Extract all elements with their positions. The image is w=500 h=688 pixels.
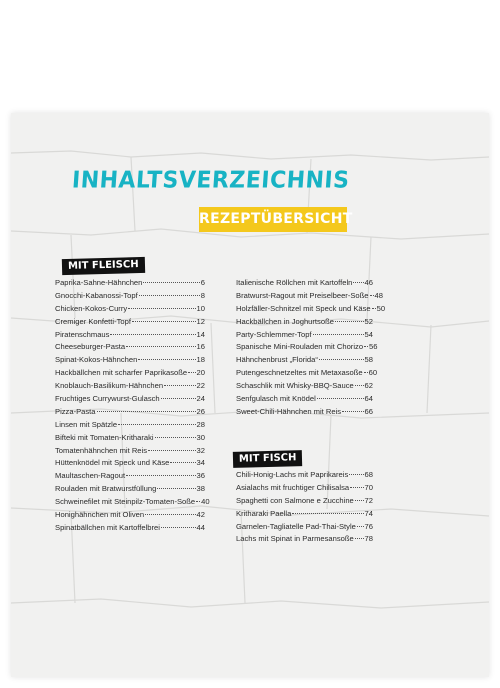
dot-leader — [138, 359, 195, 360]
toc-entry — [236, 469, 373, 482]
toc-entry-title: Knoblauch-Basilikum-Hähnchen — [55, 381, 164, 391]
toc-entry-page: 26 — [196, 406, 205, 416]
toc-entry-title: Hackbällchen mit scharfer Paprikasoße — [55, 368, 188, 378]
toc-entry — [55, 419, 205, 432]
dot-leader — [313, 334, 364, 335]
dot-leader — [317, 398, 364, 399]
toc-entry — [236, 354, 373, 367]
toc-entry-title: Garnelen-Tagliatelle Pad-Thai-Style — [236, 521, 356, 531]
toc-entry-page: 62 — [364, 381, 373, 391]
toc-entry-title: Bratwurst-Ragout mit Preiselbeer-Soße — [236, 290, 369, 300]
dot-leader — [349, 474, 363, 475]
toc-entry-page: 54 — [364, 329, 373, 339]
toc-entry-page: 20 — [196, 368, 205, 378]
dot-leader — [132, 321, 196, 322]
toc-entry-page: 24 — [196, 394, 205, 404]
toc-entry-page: 58 — [364, 355, 373, 365]
toc-entry-page: 46 — [364, 278, 373, 287]
toc-entry — [55, 470, 205, 483]
toc-entry-title: Hackbällchen in Joghurtsoße — [236, 316, 334, 326]
page-subtitle-banner: REZEPTÜBERSICHT — [199, 207, 347, 232]
toc-list-fleisch-right — [236, 277, 386, 419]
toc-entry-page: 6 — [200, 278, 205, 287]
toc-entry-page: 72 — [364, 495, 373, 505]
toc-entry-title: Bifteki mit Tomaten-Kritharaki — [55, 432, 154, 442]
toc-entry — [236, 508, 373, 521]
dot-leader — [355, 500, 364, 501]
toc-entry — [55, 354, 205, 367]
toc-entry — [236, 393, 373, 406]
dot-leader — [143, 282, 199, 283]
toc-entry-title: Rouladen mit Bratwurstfüllung — [55, 484, 157, 494]
toc-entry — [55, 457, 205, 470]
toc-entry — [55, 316, 205, 329]
dot-leader — [164, 385, 195, 386]
toc-entry-page: 76 — [364, 521, 373, 531]
toc-entry-page: 38 — [196, 484, 205, 494]
page-title: INHALTSVERZEICHNIS — [71, 167, 351, 194]
toc-entry — [236, 290, 383, 303]
toc-entry-page: 48 — [374, 290, 383, 300]
dot-leader — [161, 398, 196, 399]
dot-leader — [319, 359, 364, 360]
toc-entry-page: 18 — [196, 355, 205, 365]
toc-entry — [236, 482, 373, 495]
toc-entry — [55, 522, 205, 535]
toc-entry — [55, 303, 205, 316]
toc-entry-page: 28 — [196, 419, 205, 429]
toc-entry-title: Lachs mit Spinat in Parmesansoße — [236, 534, 354, 544]
toc-entry — [55, 380, 205, 393]
dot-leader — [292, 513, 363, 514]
toc-entry-page: 8 — [200, 290, 205, 300]
toc-entry-title: Sweet-Chili-Hähnchen mit Reis — [236, 406, 342, 416]
toc-entry — [55, 329, 205, 342]
toc-entry-page: 60 — [368, 368, 378, 378]
toc-entry-title: Schweinefilet mit Steinpilz-Tomaten-Soße — [55, 497, 196, 507]
toc-entry-page: 66 — [364, 406, 373, 416]
toc-entry-page: 52 — [364, 316, 373, 326]
toc-entry-title: Italienische Röllchen mit Kartoffeln — [236, 278, 353, 287]
dot-leader — [170, 462, 195, 463]
toc-entry-page: 68 — [364, 470, 373, 479]
toc-entry-page: 16 — [196, 342, 205, 352]
toc-entry-page: 42 — [196, 510, 205, 520]
toc-entry — [236, 277, 373, 290]
toc-entry-title: Spinat-Kokos-Hähnchen — [55, 355, 138, 365]
dot-leader — [110, 334, 195, 335]
dot-leader — [157, 488, 195, 489]
toc-entry-title: Spaghetti con Salmone e Zucchine — [236, 495, 354, 505]
toc-entry-page: 36 — [196, 471, 205, 481]
dot-leader — [350, 487, 363, 488]
toc-entry — [55, 341, 205, 354]
toc-entry — [236, 316, 373, 329]
dot-leader — [364, 372, 368, 373]
toc-entry-title: Spinatbällchen mit Kartoffelbrei — [55, 522, 160, 532]
dot-leader — [342, 411, 363, 412]
toc-entry-title: Pizza-Pasta — [55, 406, 96, 416]
dot-leader — [126, 346, 195, 347]
toc-entry-page: 10 — [196, 303, 205, 313]
dot-leader — [353, 282, 363, 283]
section-label-fisch: MIT FISCH — [233, 450, 303, 468]
toc-entry-page: 34 — [196, 458, 205, 468]
toc-entry-title: Fruchtiges Currywurst-Gulasch — [55, 394, 160, 404]
toc-entry-title: Holzfäller-Schnitzel mit Speck und Käse — [236, 303, 371, 313]
toc-entry-page: 40 — [201, 497, 210, 507]
toc-entry-title: Tomatenhähnchen mit Reis — [55, 445, 148, 455]
dot-leader — [97, 411, 196, 412]
dot-leader — [128, 308, 195, 309]
toc-list-fleisch-left — [55, 277, 210, 535]
dot-leader — [357, 526, 364, 527]
dot-leader — [148, 450, 196, 451]
cookbook-page — [11, 113, 489, 677]
dot-leader — [155, 437, 196, 438]
dot-leader — [372, 308, 376, 309]
toc-entry-page: 74 — [364, 508, 373, 518]
section-label-fleisch: MIT FLEISCH — [62, 257, 145, 275]
toc-entry-title: Cremiger Konfetti-Topf — [55, 316, 131, 326]
dot-leader — [370, 295, 374, 296]
toc-entry — [55, 393, 205, 406]
toc-entry-page: 56 — [369, 342, 378, 352]
toc-entry-title: Hähnchenbrust „Florida“ — [236, 355, 318, 365]
toc-entry-page: 14 — [196, 329, 205, 339]
toc-entry — [55, 483, 205, 496]
toc-entry — [236, 341, 378, 354]
toc-entry — [55, 509, 205, 522]
toc-entry-title: Hüttenknödel mit Speck und Käse — [55, 458, 170, 468]
toc-entry-title: Maultaschen-Ragout — [55, 471, 126, 481]
toc-entry — [236, 367, 378, 380]
toc-entry — [55, 367, 205, 380]
toc-list-fisch — [236, 469, 373, 546]
toc-entry-title: Kritharaki Paella — [236, 508, 292, 518]
toc-entry — [55, 496, 210, 509]
toc-entry — [236, 380, 373, 393]
toc-entry — [236, 303, 386, 316]
toc-entry-page: 30 — [196, 432, 205, 442]
toc-entry-title: Party-Schlemmer-Topf — [236, 329, 312, 339]
toc-entry — [55, 432, 205, 445]
toc-entry-page: 70 — [364, 482, 373, 492]
toc-entry-title: Schaschlik mit Whisky-BBQ-Sauce — [236, 381, 354, 391]
toc-entry — [55, 445, 205, 458]
dot-leader — [196, 501, 200, 502]
toc-entry — [236, 521, 373, 534]
toc-entry-title: Linsen mit Spätzle — [55, 419, 118, 429]
toc-entry-page: 64 — [364, 394, 373, 404]
toc-entry-title: Cheeseburger-Pasta — [55, 342, 126, 352]
toc-entry-title: Gnocchi-Kabanossi-Topf — [55, 290, 138, 300]
dot-leader — [118, 424, 195, 425]
dot-leader — [188, 372, 195, 373]
toc-entry — [55, 290, 205, 303]
toc-entry — [236, 495, 373, 508]
toc-entry — [236, 329, 373, 342]
toc-entry — [55, 406, 205, 419]
toc-entry-title: Honighähnchen mit Oliven — [55, 510, 145, 520]
dot-leader — [335, 321, 364, 322]
toc-entry-title: Asialachs mit fruchtiger Chilisalsa — [236, 482, 350, 492]
toc-entry-title: Senfgulasch mit Knödel — [236, 394, 316, 404]
toc-entry — [236, 406, 373, 419]
toc-entry-title: Putengeschnetzeltes mit Metaxasoße — [236, 368, 363, 378]
dot-leader — [364, 346, 368, 347]
toc-entry-title: Piratenschmaus — [55, 329, 110, 339]
toc-entry-page: 44 — [196, 522, 205, 532]
toc-entry-title: Chicken-Kokos-Curry — [55, 303, 128, 313]
toc-entry-page: 12 — [196, 316, 205, 326]
dot-leader — [139, 295, 200, 296]
dot-leader — [161, 527, 196, 528]
dot-leader — [126, 475, 195, 476]
dot-leader — [145, 514, 195, 515]
toc-entry-title: Spanische Mini-Rouladen mit Chorizo — [236, 342, 364, 352]
dot-leader — [355, 385, 364, 386]
toc-entry — [55, 277, 205, 290]
toc-entry-page: 22 — [196, 381, 205, 391]
toc-entry-title: Paprika-Sahne-Hähnchen — [55, 278, 143, 287]
toc-entry — [236, 533, 373, 546]
toc-entry-title: Chili-Honig-Lachs mit Paprikareis — [236, 470, 349, 479]
toc-entry-page: 78 — [364, 534, 373, 544]
dot-leader — [355, 538, 364, 539]
toc-entry-page: 32 — [196, 445, 205, 455]
toc-entry-page: 50 — [376, 303, 386, 313]
